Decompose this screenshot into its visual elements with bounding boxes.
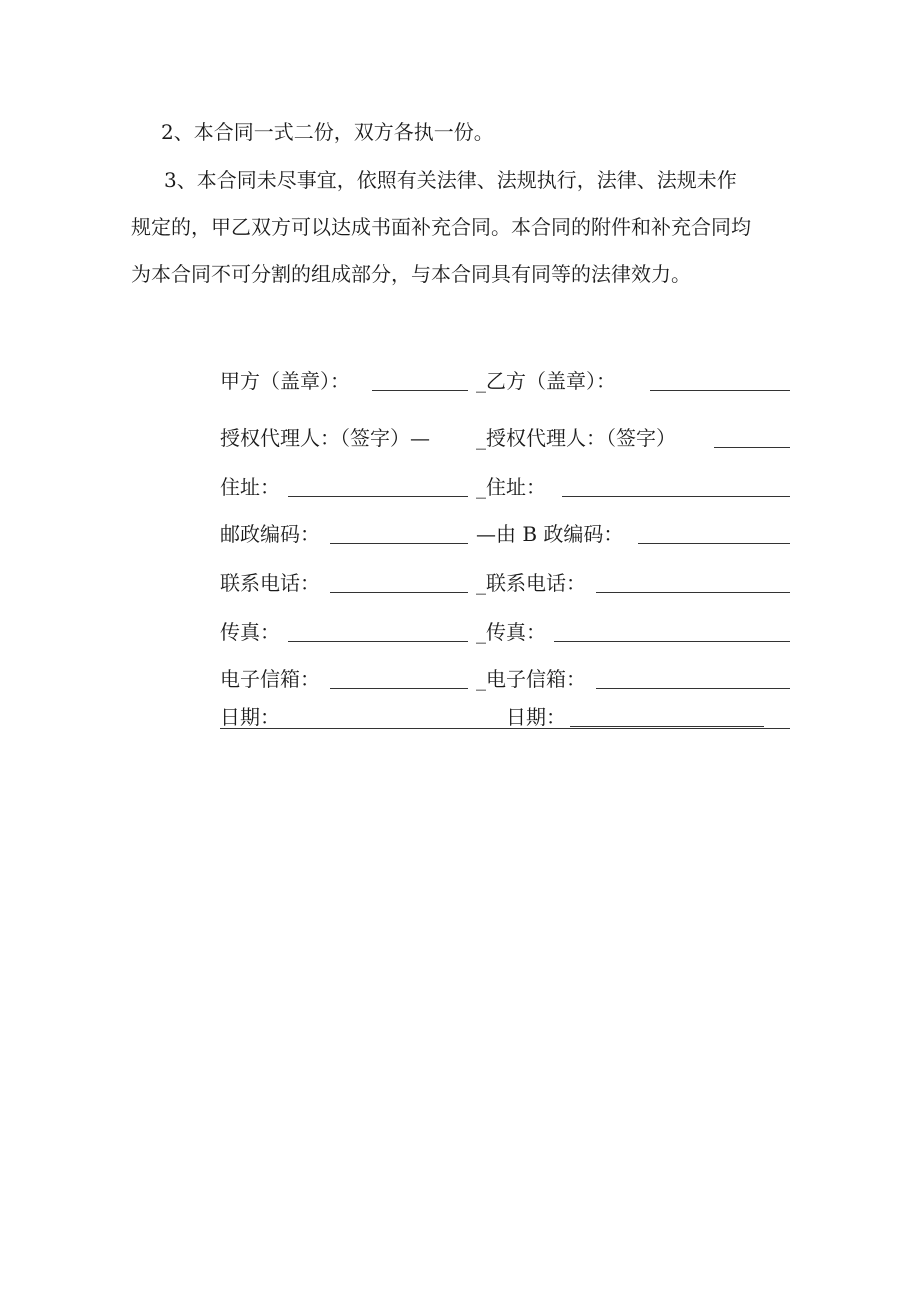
phone-row	[220, 570, 790, 596]
party-a-seal-label: 甲方（盖章）：	[220, 369, 350, 393]
signature-bottom-rule	[220, 728, 790, 729]
party-a-phone-blank[interactable]	[330, 592, 468, 593]
date-row	[220, 704, 790, 730]
party-a-email-label: 电子信箱：	[220, 667, 320, 691]
party-a-seal-blank[interactable]	[372, 390, 468, 391]
party-b-email-label: _电子信箱：	[476, 667, 586, 691]
clause-3-line-1: 3、本合同未尽事宜，依照有关法律、法规执行，法律、法规未作	[164, 168, 737, 192]
party-b-address-label: _住址：	[476, 475, 546, 499]
party-a-address-blank[interactable]	[288, 496, 468, 497]
clause-2	[131, 109, 791, 156]
party-a-postcode-blank[interactable]	[330, 543, 468, 544]
party-b-postcode-blank[interactable]	[638, 543, 790, 544]
party-a-fax-blank[interactable]	[288, 641, 468, 642]
fax-row	[220, 619, 790, 645]
clause-3-line-2: 规定的，甲乙双方可以达成书面补充合同。本合同的附件和补充合同均	[131, 215, 751, 239]
party-b-fax-label: _传真：	[476, 620, 546, 644]
party-a-phone-label: 联系电话：	[220, 571, 320, 595]
party-b-seal-label: _乙方（盖章）：	[476, 369, 616, 393]
party-b-phone-blank[interactable]	[596, 592, 790, 593]
party-b-postcode-label: —由 B 政编码：	[476, 522, 624, 546]
clause-3	[131, 157, 791, 298]
agent-row	[220, 425, 790, 451]
party-b-date-blank[interactable]	[570, 726, 764, 727]
email-row	[220, 666, 790, 692]
party-b-address-blank[interactable]	[562, 496, 790, 497]
postcode-row	[220, 521, 790, 547]
seal-row	[220, 368, 790, 394]
party-b-fax-blank[interactable]	[554, 641, 790, 642]
party-b-date-label: 日期：	[506, 705, 566, 729]
party-b-agent-blank[interactable]	[714, 447, 790, 448]
party-a-fax-label: 传真：	[220, 620, 280, 644]
party-a-date-label: 日期：	[220, 705, 280, 729]
clause-3-line-3: 为本合同不可分割的组成部分，与本合同具有同等的法律效力。	[131, 262, 691, 286]
party-b-agent-label: _授权代理人：（签字）	[476, 426, 676, 450]
party-b-email-blank[interactable]	[596, 688, 790, 689]
party-a-address-label: 住址：	[220, 475, 280, 499]
party-a-postcode-label: 邮政编码：	[220, 522, 320, 546]
party-b-phone-label: _联系电话：	[476, 571, 586, 595]
party-a-agent-label: 授权代理人：（签字）—	[220, 426, 430, 450]
address-row	[220, 474, 790, 500]
party-b-seal-blank[interactable]	[650, 390, 790, 391]
party-a-email-blank[interactable]	[330, 688, 468, 689]
clause-2-text: 2、本合同一式二份，双方各执一份。	[161, 120, 494, 144]
